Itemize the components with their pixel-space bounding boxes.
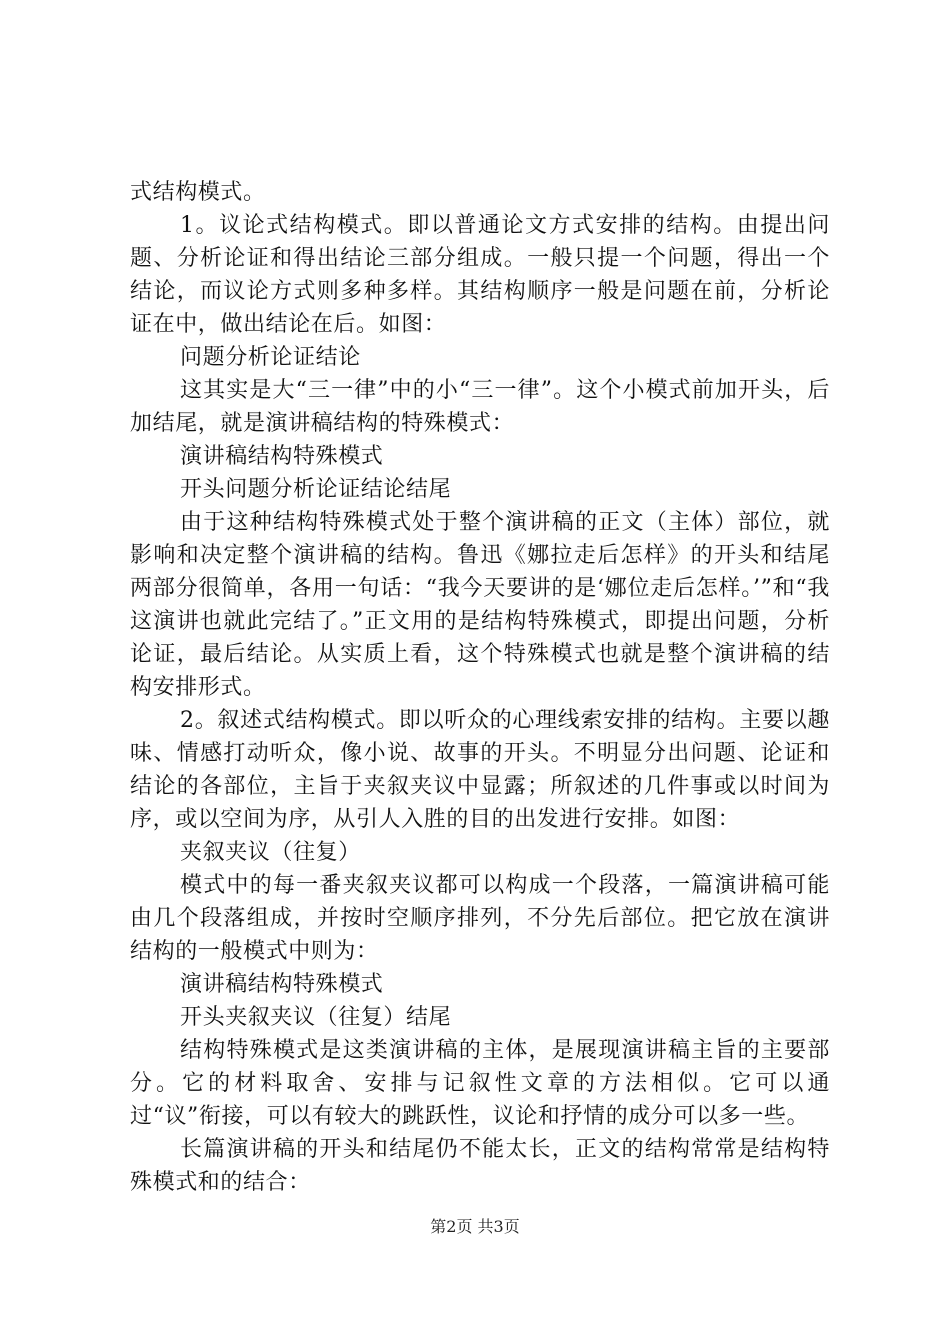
paragraph: 模式中的每一番夹叙夹议都可以构成一个段落，一篇演讲稿可能由几个段落组成，并按时空顺序排列，不分先后部位。把它放在演讲结构的一般模式中则为： (130, 873, 830, 964)
paragraph: 2。叙述式结构模式。即以听众的心理线索安排的结构。主要以趣味、情感打动听众，像小说、故事的开头。不明显分出问题、论证和结论的各部位，主旨于夹叙夹议中显露；所叙述的几件事或以时间为序，或以空间为序，从引人入胜的目的出发进行安排。如图： (130, 708, 830, 832)
paragraph: 问题分析论证结论 (180, 345, 361, 370)
paragraph: 式结构模式。 (130, 180, 266, 205)
paragraph: 夹叙夹议（往复） (180, 840, 361, 865)
paragraph: 演讲稿结构特殊模式 (180, 972, 384, 997)
document-body (130, 176, 830, 1199)
paragraph: 结构特殊模式是这类演讲稿的主体，是展现演讲稿主旨的主要部分。它的材料取舍、安排与记叙性文章的方法相似。它可以通过“议”衔接，可以有较大的跳跃性，议论和抒情的成分可以多一些。 (130, 1038, 830, 1129)
page-number-footer: 第2页 共3页 (430, 1217, 520, 1236)
paragraph: 演讲稿结构特殊模式 (180, 444, 384, 469)
paragraph: 长篇演讲稿的开头和结尾仍不能太长，正文的结构常常是结构特殊模式和的结合： (130, 1137, 830, 1195)
paragraph: 1。议论式结构模式。即以普通论文方式安排的结构。由提出问题、分析论证和得出结论三部分组成。一般只提一个问题，得出一个结论，而议论方式则多种多样。其结构顺序一般是问题在前，分析论证在中，做出结论在后。如图： (130, 213, 830, 337)
paragraph: 开头夹叙夹议（往复）结尾 (180, 1005, 452, 1030)
paragraph: 开头问题分析论证结论结尾 (180, 477, 452, 502)
paragraph: 由于这种结构特殊模式处于整个演讲稿的正文（主体）部位，就影响和决定整个演讲稿的结构。鲁迅《娜拉走后怎样》的开头和结尾两部分很简单，各用一句话：“我今天要讲的是‘娜位走后怎样。’”和“我这演讲也就此完结了。”正文用的是结构特殊模式，即提出问题，分析论证，最后结论。从实质上看，这个特殊模式也就是整个演讲稿的结构安排形式。 (130, 510, 830, 700)
paragraph: 这其实是大“三一律”中的小“三一律”。这个小模式前加开头，后加结尾，就是演讲稿结构的特殊模式： (130, 378, 830, 436)
